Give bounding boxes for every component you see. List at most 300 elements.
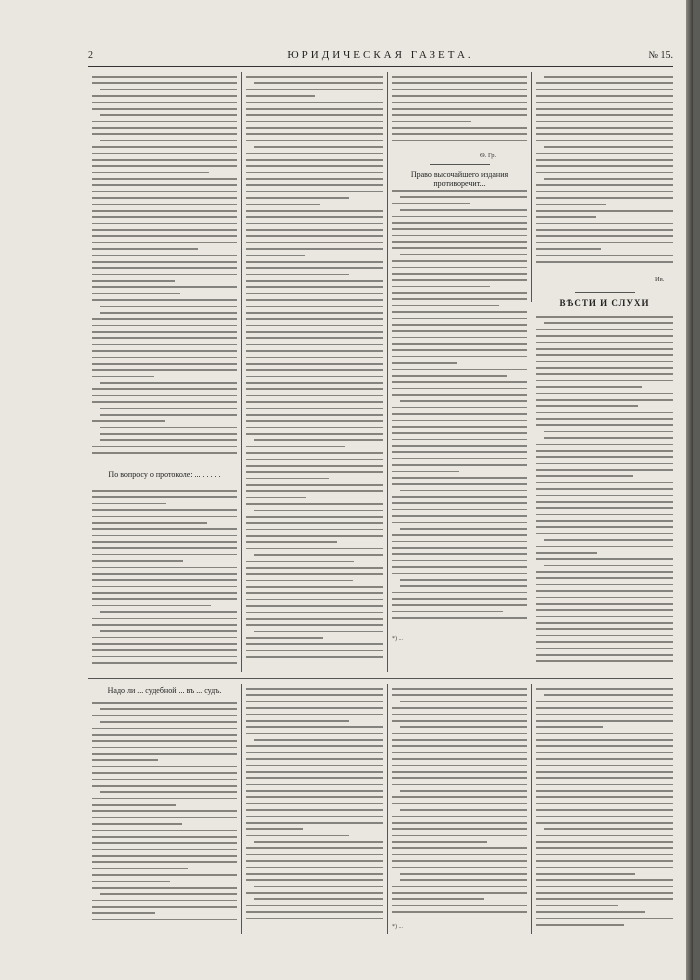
text-line	[392, 522, 527, 524]
text-line	[536, 501, 673, 503]
text-line	[392, 108, 527, 110]
text-line	[92, 662, 237, 664]
text-line	[92, 516, 237, 518]
text-line	[536, 361, 673, 363]
text-line	[92, 331, 237, 333]
text-line	[92, 127, 237, 129]
text-line	[92, 318, 237, 320]
text-line	[536, 707, 673, 709]
text-line	[392, 553, 527, 555]
text-line	[392, 847, 527, 849]
text-line	[246, 592, 383, 594]
text-line	[392, 375, 507, 377]
text-line	[254, 82, 383, 84]
column-2-text	[246, 76, 383, 663]
text-line	[392, 458, 527, 460]
text-line	[246, 95, 315, 97]
text-line	[92, 772, 237, 774]
text-line	[254, 554, 383, 556]
text-line	[400, 209, 527, 211]
text-line	[92, 842, 237, 844]
text-line	[246, 452, 383, 454]
text-line	[536, 616, 673, 618]
text-line	[536, 886, 673, 888]
text-line	[536, 635, 673, 637]
text-line	[92, 753, 237, 755]
text-line	[92, 747, 237, 749]
text-line	[92, 420, 165, 422]
text-line	[246, 650, 383, 652]
text-line	[536, 488, 673, 490]
text-line	[92, 906, 237, 908]
text-line	[544, 76, 673, 78]
text-line	[392, 114, 527, 116]
text-line	[92, 702, 237, 704]
text-line	[536, 898, 673, 900]
text-line	[536, 242, 673, 244]
text-line	[92, 446, 237, 448]
bottom-column-4	[536, 688, 673, 930]
text-line	[392, 515, 527, 517]
text-line	[246, 108, 383, 110]
text-line	[92, 656, 237, 658]
text-line	[536, 165, 673, 167]
column-rule	[531, 684, 532, 934]
text-line	[246, 267, 383, 269]
text-line	[536, 641, 673, 643]
text-line	[246, 293, 383, 295]
text-line	[536, 654, 673, 656]
text-line	[392, 573, 527, 575]
text-line	[392, 541, 527, 543]
text-line	[246, 586, 383, 588]
text-line	[392, 228, 527, 230]
text-line	[246, 420, 383, 422]
text-line	[536, 235, 673, 237]
text-line	[536, 399, 673, 401]
text-line	[536, 424, 673, 426]
text-line	[246, 114, 383, 116]
text-line	[536, 809, 673, 811]
text-line	[536, 197, 673, 199]
text-line	[92, 395, 237, 397]
text-line	[246, 172, 383, 174]
text-line	[536, 688, 673, 690]
text-line	[246, 803, 383, 805]
text-line	[246, 522, 383, 524]
text-line	[246, 694, 383, 696]
text-line	[392, 720, 527, 722]
text-line	[92, 363, 237, 365]
text-line	[536, 584, 673, 586]
text-line	[92, 573, 237, 575]
text-line	[92, 216, 237, 218]
text-line	[246, 306, 383, 308]
text-line	[92, 836, 237, 838]
text-line	[536, 348, 673, 350]
text-line	[246, 701, 383, 703]
text-line	[536, 456, 673, 458]
text-line	[92, 165, 237, 167]
text-line	[100, 427, 237, 429]
text-line	[92, 496, 237, 498]
text-line	[92, 567, 237, 569]
text-line	[392, 388, 527, 390]
text-line	[92, 248, 198, 250]
text-line	[536, 911, 645, 913]
text-line	[100, 630, 237, 632]
text-line	[392, 311, 527, 313]
text-line	[392, 121, 471, 123]
text-line	[536, 879, 673, 881]
text-line	[544, 178, 673, 180]
text-line	[392, 752, 527, 754]
text-line	[392, 611, 503, 613]
text-line	[246, 312, 383, 314]
text-line	[392, 356, 527, 358]
newspaper-title: ЮРИДИЧЕСКАЯ ГАЗЕТА.	[287, 49, 474, 61]
text-line	[536, 191, 673, 193]
text-line	[536, 507, 673, 509]
text-line	[536, 835, 673, 837]
text-line	[392, 604, 527, 606]
text-line	[536, 469, 673, 471]
text-line	[92, 350, 237, 352]
bottom-column-3	[392, 688, 527, 918]
text-line	[246, 503, 383, 505]
text-line	[392, 617, 527, 619]
text-line	[392, 235, 527, 237]
text-line	[536, 342, 673, 344]
text-line	[536, 412, 673, 414]
text-line	[536, 860, 673, 862]
text-line	[392, 82, 527, 84]
text-line	[246, 497, 306, 499]
text-line	[536, 463, 673, 465]
text-line	[246, 427, 383, 429]
text-line	[92, 740, 237, 742]
text-line	[254, 739, 383, 741]
text-line	[246, 184, 383, 186]
text-line	[392, 765, 527, 767]
text-line	[246, 643, 383, 645]
text-line	[536, 255, 673, 257]
section-divider	[88, 678, 673, 679]
text-line	[392, 337, 527, 339]
text-line	[92, 191, 237, 193]
text-line	[92, 197, 237, 199]
text-line	[246, 745, 383, 747]
text-line	[392, 140, 527, 142]
text-line	[246, 892, 383, 894]
text-line	[246, 369, 383, 371]
text-line	[536, 571, 673, 573]
text-line	[254, 146, 383, 148]
text-line	[92, 785, 237, 787]
text-line	[392, 247, 527, 249]
text-line	[92, 146, 237, 148]
text-line	[392, 509, 527, 511]
text-line	[100, 791, 237, 793]
text-line	[92, 868, 188, 870]
text-line	[536, 733, 673, 735]
text-line	[536, 590, 673, 592]
text-line	[92, 810, 237, 812]
text-line	[246, 89, 383, 91]
text-line	[92, 255, 237, 257]
text-line	[400, 528, 527, 530]
text-line	[536, 210, 673, 212]
text-line	[246, 210, 383, 212]
text-line	[536, 153, 673, 155]
text-line	[392, 127, 527, 129]
text-line	[536, 533, 673, 535]
text-line	[92, 823, 182, 825]
text-line	[92, 357, 237, 359]
text-line	[392, 190, 527, 192]
text-line	[246, 484, 383, 486]
text-line	[536, 892, 673, 894]
text-line	[392, 369, 527, 371]
text-line	[536, 204, 606, 206]
text-line	[92, 509, 237, 511]
text-line	[392, 828, 527, 830]
text-line	[536, 771, 673, 773]
text-line	[246, 280, 383, 282]
text-line	[92, 560, 183, 562]
text-line	[400, 726, 527, 728]
text-line	[92, 728, 237, 730]
text-line	[536, 133, 673, 135]
text-line	[246, 433, 383, 435]
text-line	[392, 483, 527, 485]
text-line	[246, 248, 383, 250]
text-line	[100, 382, 237, 384]
text-line	[92, 798, 237, 800]
text-line	[92, 503, 166, 505]
text-line	[392, 349, 527, 351]
text-line	[392, 279, 527, 281]
text-line	[536, 924, 624, 926]
text-line	[536, 816, 673, 818]
text-line	[246, 376, 383, 378]
text-line	[536, 558, 673, 560]
text-line	[536, 495, 673, 497]
text-line	[92, 592, 237, 594]
text-line	[92, 235, 237, 237]
text-line	[92, 919, 237, 921]
text-line	[536, 367, 673, 369]
column-4-text-b	[536, 316, 673, 667]
text-line	[92, 95, 237, 97]
text-line	[246, 867, 383, 869]
text-line	[246, 471, 383, 473]
text-line	[92, 133, 237, 135]
text-line	[392, 222, 527, 224]
text-line	[100, 140, 237, 142]
text-line	[246, 726, 383, 728]
text-line	[392, 95, 527, 97]
text-line	[536, 796, 673, 798]
text-line	[254, 510, 383, 512]
text-line	[392, 464, 527, 466]
text-line	[246, 637, 323, 639]
text-line	[392, 714, 527, 716]
text-line	[536, 918, 673, 920]
text-line	[92, 388, 237, 390]
text-line	[246, 714, 383, 716]
text-line	[246, 835, 349, 837]
text-line	[544, 694, 673, 696]
text-line	[92, 452, 237, 454]
text-line	[92, 855, 237, 857]
text-line	[392, 273, 527, 275]
text-line	[544, 437, 673, 439]
text-line	[392, 241, 527, 243]
text-line	[92, 261, 237, 263]
text-line	[544, 146, 673, 148]
text-line	[254, 631, 383, 633]
text-line	[392, 394, 527, 396]
text-line	[392, 216, 527, 218]
text-line	[92, 547, 237, 549]
text-line	[536, 660, 673, 662]
column-rule	[241, 72, 242, 672]
text-line	[400, 490, 527, 492]
text-line	[246, 318, 383, 320]
issue-number: № 15.	[648, 50, 673, 61]
text-line	[392, 420, 527, 422]
text-line	[92, 618, 237, 620]
text-line	[246, 911, 383, 913]
text-line	[246, 567, 383, 569]
text-line	[246, 548, 383, 550]
text-line	[392, 439, 527, 441]
text-line	[536, 89, 673, 91]
text-line	[246, 331, 383, 333]
text-line	[246, 165, 383, 167]
text-line	[246, 905, 383, 907]
text-line	[246, 873, 383, 875]
text-line	[246, 395, 383, 397]
text-line	[246, 178, 383, 180]
text-line	[392, 886, 527, 888]
text-line	[92, 223, 237, 225]
text-line	[246, 580, 353, 582]
text-line	[246, 274, 349, 276]
text-line	[400, 790, 527, 792]
text-line	[536, 784, 673, 786]
text-line	[92, 535, 237, 537]
text-line	[246, 127, 383, 129]
text-line	[536, 867, 673, 869]
text-line	[100, 893, 237, 895]
column-rule	[241, 684, 242, 934]
text-line	[246, 656, 383, 658]
text-line	[246, 153, 383, 155]
text-line	[246, 816, 383, 818]
bottom-column-2	[246, 688, 383, 924]
bottom-column-1	[92, 702, 237, 925]
text-line	[92, 830, 237, 832]
text-line	[392, 860, 527, 862]
text-line	[544, 539, 673, 541]
text-line	[246, 847, 383, 849]
text-line	[92, 210, 237, 212]
text-line	[392, 796, 527, 798]
text-line	[92, 178, 237, 180]
text-line	[392, 592, 527, 594]
news-heading: ВѢСТИ И СЛУХИ	[559, 298, 650, 308]
text-line	[392, 324, 527, 326]
text-line	[392, 330, 527, 332]
text-line	[536, 248, 601, 250]
text-line	[392, 318, 527, 320]
text-line	[392, 343, 527, 345]
text-line	[246, 624, 383, 626]
text-line	[536, 82, 673, 84]
text-line	[92, 766, 237, 768]
text-line	[100, 611, 237, 613]
text-line	[536, 95, 673, 97]
text-line	[536, 475, 633, 477]
text-line	[536, 316, 673, 318]
text-line	[92, 274, 237, 276]
column-rule	[531, 72, 532, 302]
text-line	[92, 779, 237, 781]
column-1-text-b	[92, 490, 237, 669]
text-line	[92, 861, 237, 863]
signature: Ѳ. Гр.	[480, 152, 497, 159]
footnote: *) ...	[392, 924, 403, 930]
text-line	[246, 796, 383, 798]
text-line	[254, 841, 383, 843]
text-line	[92, 734, 237, 736]
text-line	[392, 362, 457, 364]
text-line	[100, 312, 237, 314]
text-line	[536, 622, 673, 624]
text-line	[246, 529, 383, 531]
text-line	[536, 450, 673, 452]
column-rule	[387, 684, 388, 934]
text-line	[246, 784, 383, 786]
text-line	[536, 905, 618, 907]
text-line	[246, 490, 383, 492]
text-line	[92, 121, 237, 123]
text-line	[246, 325, 383, 327]
text-line	[246, 599, 383, 601]
text-line	[92, 586, 237, 588]
text-line	[92, 184, 237, 186]
text-line	[536, 873, 635, 875]
text-line	[536, 752, 673, 754]
column-4-text	[536, 76, 673, 267]
text-line	[392, 502, 527, 504]
text-line	[92, 242, 237, 244]
text-line	[246, 854, 383, 856]
text-line	[392, 777, 527, 779]
column-1-text	[92, 76, 237, 459]
text-line	[392, 89, 527, 91]
text-line	[246, 860, 383, 862]
text-line	[536, 597, 673, 599]
text-line	[246, 223, 383, 225]
text-line	[392, 598, 527, 600]
text-line	[246, 465, 383, 467]
text-line	[246, 357, 383, 359]
text-line	[536, 520, 673, 522]
text-line	[392, 784, 527, 786]
